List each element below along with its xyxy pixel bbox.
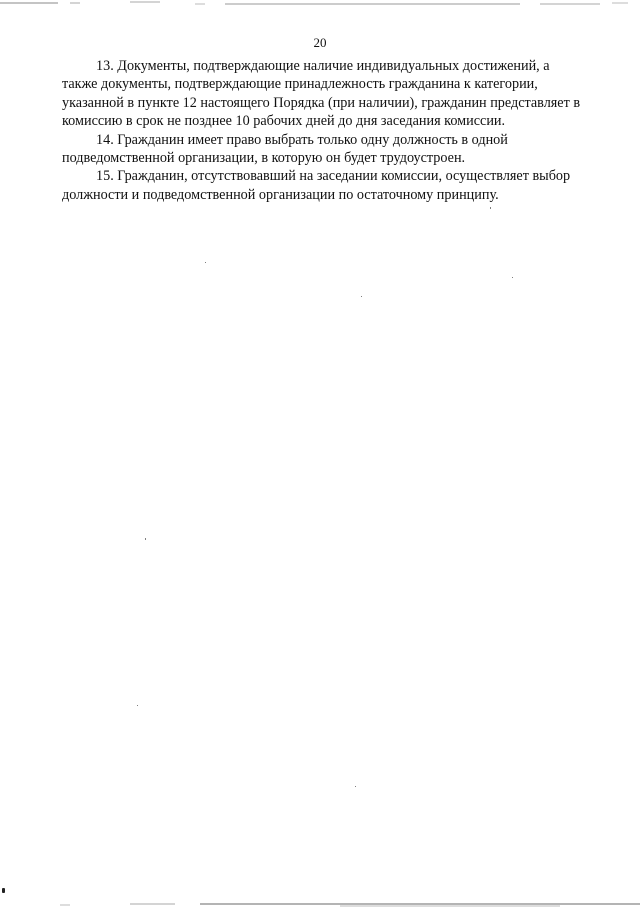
document-body [62, 57, 602, 204]
paragraph-line: 14. Гражданин имеет право выбрать только одну должность в одной [96, 131, 508, 148]
scan-speck [2, 888, 5, 893]
paragraph-line: комиссию в срок не позднее 10 рабочих дней до дня заседания комиссии. [62, 113, 506, 130]
scan-speck [205, 262, 206, 263]
paragraph-line: также документы, подтверждающие принадлежность гражданина к категории, [62, 76, 538, 93]
paragraph-13 [62, 57, 602, 131]
scan-edge-top [0, 0, 640, 8]
paragraph-line: 15. Гражданин, отсутствовавший на заседании комиссии, осуществляет выбор [96, 168, 571, 185]
scan-speck [361, 296, 362, 297]
page-number: 20 [313, 35, 327, 50]
paragraph-line: подведомственной организации, в которую он будет трудоустроен. [62, 150, 466, 167]
paragraph-14 [62, 131, 602, 168]
paragraph-15 [62, 167, 602, 204]
scan-speck [355, 786, 356, 787]
paragraph-line: указанной в пункте 12 настоящего Порядка (при наличии), гражданин представляет в [62, 94, 581, 111]
paragraph-line: 13. Документы, подтверждающие наличие индивидуальных достижений, а [96, 58, 550, 74]
scan-edge-bottom [0, 899, 640, 909]
scan-speck [490, 207, 491, 209]
scan-speck [512, 277, 513, 278]
scan-speck [137, 705, 138, 706]
scan-speck [145, 538, 146, 540]
paragraph-line: должности и подведомственной организации по остаточному принципу. [62, 186, 499, 203]
